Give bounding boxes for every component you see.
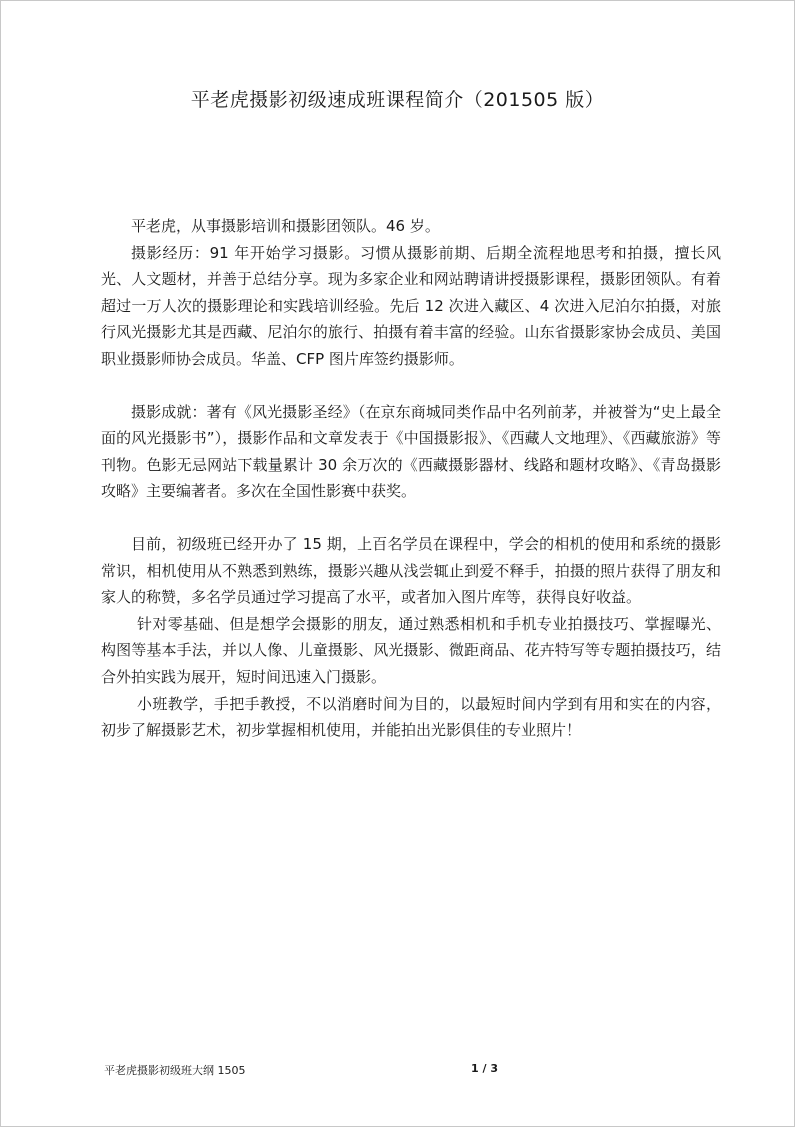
paragraph-experience: 摄影经历：91 年开始学习摄影。习惯从摄影前期、后期全流程地思考和拍摄，擅长风光、人文题材，并善于总结分享。现为多家企业和网站聘请讲授摄影课程，摄影团领队。有着超过一万人次的摄影理论和实践培训经验。先后 12 次进入藏区、4 次进入尼泊尔拍摄，对旅行风光摄影尤其是西藏、尼泊尔的旅行、拍摄有着丰富的经验。山东省摄影家协会成员、美国职业摄影师协会成员。华盖、CFP 图片库签约摄影师。 <box>101 243 721 368</box>
document-title: 平老虎摄影初级速成班课程简介（201505 版） <box>190 89 605 111</box>
paragraph-target-audience: 针对零基础、但是想学会摄影的朋友，通过熟悉相机和手机专业拍摄技巧、掌握曝光、构图等基本手法，并以人像、儿童摄影、风光摄影、微距商品、花卉特写等专题拍摄技巧，结合外拍实践为展开，短时间迅速入门摄影。 <box>101 614 721 686</box>
paragraph-intro: 平老虎，从事摄影培训和摄影团领队。46 岁。 <box>131 217 440 235</box>
paragraph-teaching-method: 小班教学，手把手教授，不以消磨时间为目的，以最短时间内学到有用和实在的内容，初步了解摄影艺术，初步掌握相机使用，并能拍出光影俱佳的专业照片！ <box>101 694 721 740</box>
paragraph-current-status: 目前，初级班已经开办了 15 期，上百名学员在课程中，学会的相机的使用和系统的摄影常识，相机使用从不熟悉到熟练，摄影兴趣从浅尝辄止到爱不释手，拍摄的照片获得了朋友和家人的称赞，多名学员通过学习提高了水平，或者加入图片库等，获得良好收益。 <box>101 534 721 607</box>
footer-page-number: 1 / 3 <box>471 1062 498 1075</box>
footer-document-name: 平老虎摄影初级班大纲 1505 <box>104 1064 246 1077</box>
paragraph-achievements: 摄影成就：著有《风光摄影圣经》（在京东商城同类作品中名列前茅，并被誉为“史上最全面的风光摄影书”），摄影作品和文章发表于《中国摄影报》、《西藏人文地理》、《西藏旅游》等刊物。色影无忌网站下载量累计 30 余万次的《西藏摄影器材、线路和题材攻略》、《青岛摄影攻略》主要编著者。多次在全国性影赛中获奖。 <box>101 402 721 501</box>
document-body <box>101 213 721 744</box>
